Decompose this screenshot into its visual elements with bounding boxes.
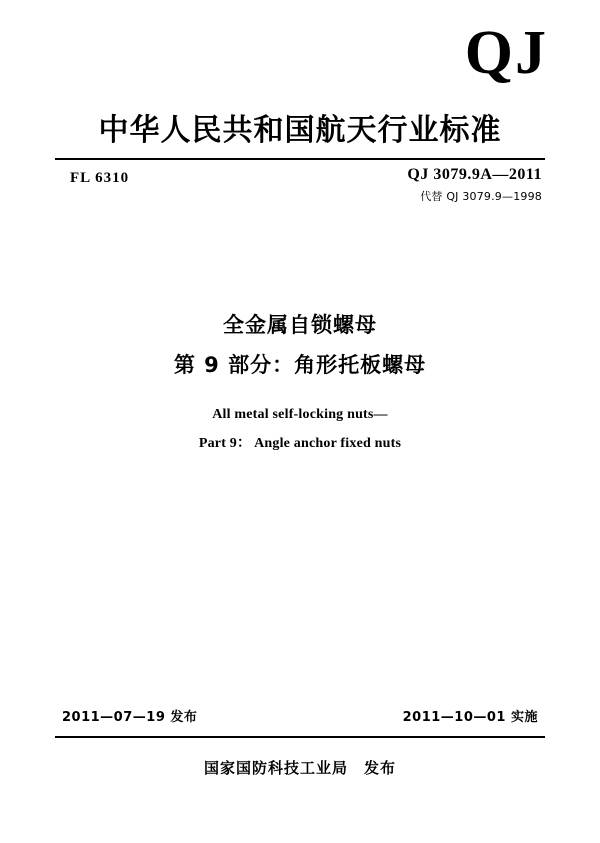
standard-number: QJ 3079.9A—2011: [407, 166, 542, 183]
title-chinese-line-1: 全金属自锁螺母: [223, 313, 377, 337]
footer-divider: [55, 736, 545, 738]
effective-date: 2011—10—01 实施: [402, 710, 538, 725]
title-english-line-1: All metal self-locking nuts—: [212, 407, 388, 422]
standard-replaces: 代替 QJ 3079.9—1998: [420, 190, 542, 203]
qj-logo: QJ: [464, 19, 548, 87]
issue-date: 2011—07—19 发布: [62, 710, 198, 725]
title-english-line-2: Part 9： Angle anchor fixed nuts: [198, 436, 402, 451]
title-chinese-line-2: 第 9 部分：角形托板螺母: [173, 352, 427, 377]
header-divider: [55, 158, 545, 160]
fl-classification-code: FL 6310: [70, 170, 130, 186]
page-title: 中华人民共和国航天行业标准: [98, 113, 502, 148]
standard-number-block: [407, 166, 542, 204]
publisher-name: 国家国防科技工业局 发布: [203, 759, 396, 777]
dates-row: [62, 706, 538, 725]
document-title-group: [0, 310, 600, 452]
